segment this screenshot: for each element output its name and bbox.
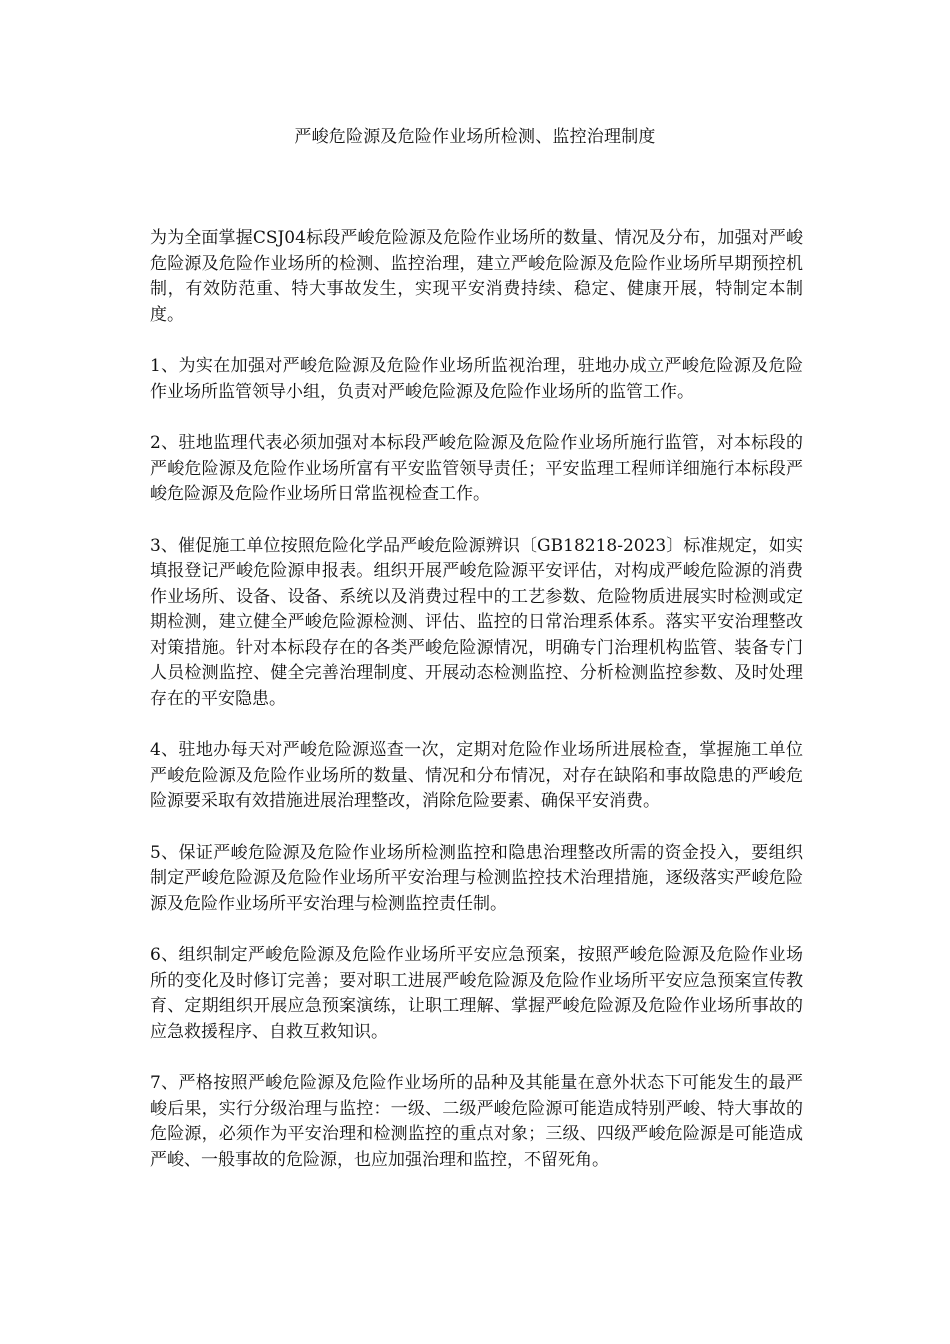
clause-4-paragraph: 4、驻地办每天对严峻危险源巡查一次，定期对危险作业场所进展检查，掌握施工单位严峻危险源及危险作业场所的数量、情况和分布情况，对存在缺陷和事故隐患的严峻危险源要采取有效措施进展治理整改，消除危险要素、确保平安消费。 xyxy=(150,740,803,811)
document-body xyxy=(150,226,803,1199)
clause-6-paragraph: 6、组织制定严峻危险源及危险作业场所平安应急预案，按照严峻危险源及危险作业场所的变化及时修订完善；要对职工进展严峻危险源及危险作业场所平安应急预案宣传教育、定期组织开展应急预案演练，让职工理解、掌握严峻危险源及危险作业场所事故的应急救援程序、自救互救知识。 xyxy=(150,945,803,1042)
clause-7-paragraph: 7、严格按照严峻危险源及危险作业场所的品种及其能量在意外状态下可能发生的最严峻后果，实行分级治理与监控：一级、二级严峻危险源可能造成特别严峻、特大事故的危险源，必须作为平安治理和检测监控的重点对象；三级、四级严峻危险源是可能造成严峻、一般事故的危险源，也应加强治理和监控，不留死角。 xyxy=(150,1073,803,1170)
clause-1-paragraph: 1、为实在加强对严峻危险源及危险作业场所监视治理，驻地办成立严峻危险源及危险作业场所监管领导小组，负责对严峻危险源及危险作业场所的监管工作。 xyxy=(150,356,803,402)
document-title: 严峻危险源及危险作业场所检测、监控治理制度 xyxy=(294,127,656,147)
clause-5-paragraph: 5、保证严峻危险源及危险作业场所检测监控和隐患治理整改所需的资金投入，要组织制定严峻危险源及危险作业场所平安治理与检测监控技术治理措施，逐级落实严峻危险源及危险作业场所平安治理与检测监控责任制。 xyxy=(150,842,803,914)
clause-2-paragraph: 2、驻地监理代表必须加强对本标段严峻危险源及危险作业场所施行监管，对本标段的严峻危险源及危险作业场所富有平安监管领导责任；平安监理工程师详细施行本标段严峻危险源及危险作业场所日常监视检查工作。 xyxy=(150,433,803,504)
intro-paragraph: 为为全面掌握CSJ04标段严峻危险源及危险作业场所的数量、情况及分布，加强对严峻危险源及危险作业场所的检测、监控治理，建立严峻危险源及危险作业场所早期预控机制，有效防范重、特大事故发生，实现平安消费持续、稳定、健康开展，特制定本制度。 xyxy=(150,228,803,325)
clause-3-paragraph: 3、催促施工单位按照危险化学品严峻危险源辨识〔GB18218-2023〕标准规定，如实填报登记严峻危险源申报表。组织开展严峻危险源平安评估，对构成严峻危险源的消费作业场所、设备、设备、系统以及消费过程中的工艺参数、危险物质进展实时检测或定期检测，建立健全严峻危险源检测、评估、监控的日常治理系体系。落实平安治理整改对策措施。针对本标段存在的各类严峻危险源情况，明确专门治理机构监管、装备专门人员检测监控、健全完善治理制度、开展动态检测监控、分析检测监控参数、及时处理存在的平安隐患。 xyxy=(150,535,803,709)
